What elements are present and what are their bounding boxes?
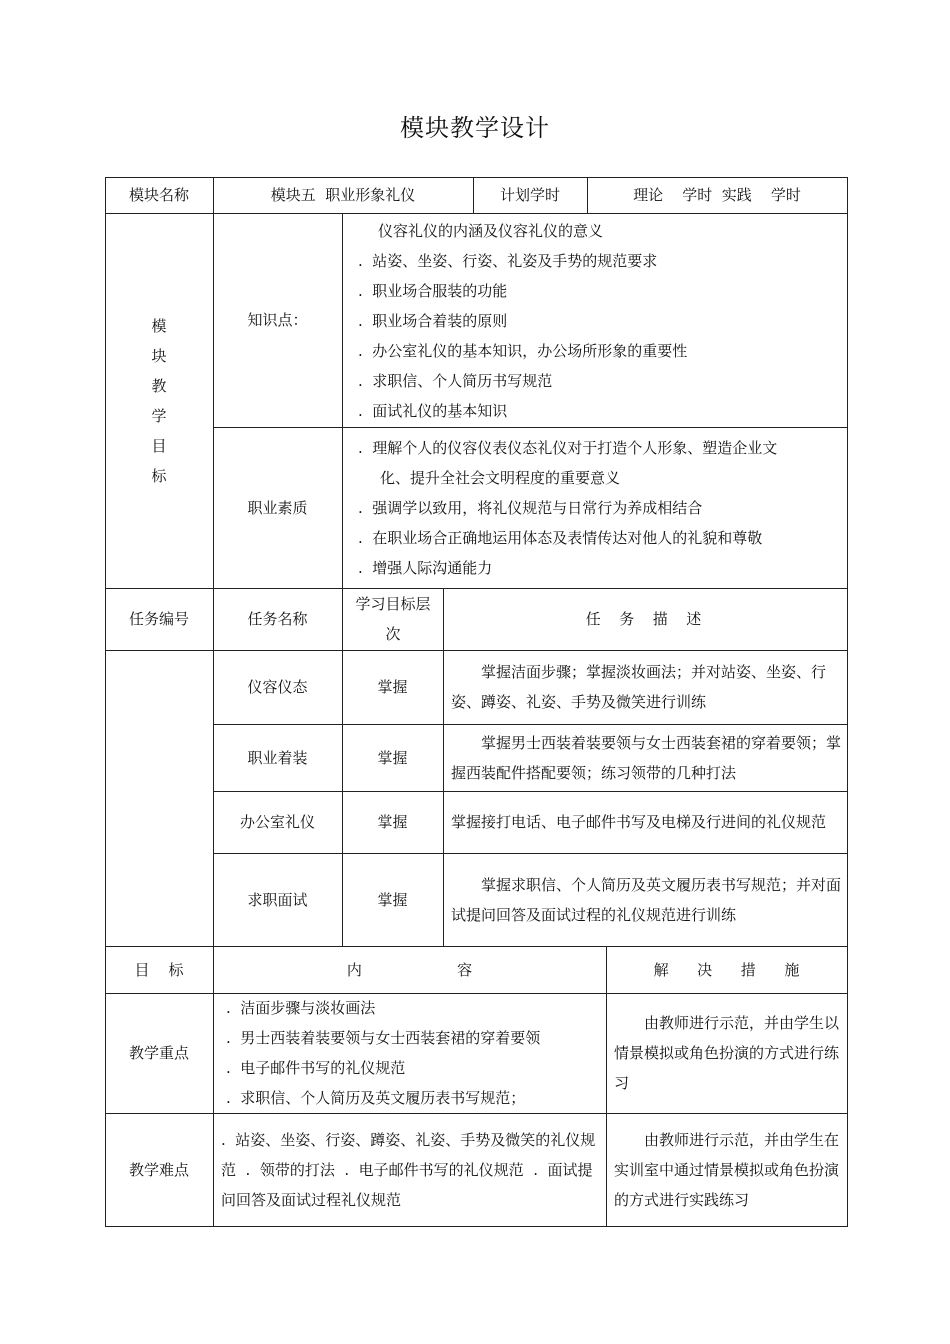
knowledge-item: . 职业场合服装的功能	[358, 282, 508, 300]
module-name-label: 模块名称	[128, 186, 189, 204]
task-level-header: 学习目标层次	[355, 595, 431, 643]
key-point-item: . 电子邮件书写的礼仪规范	[226, 1059, 406, 1077]
task-desc-header: 任 务 描 述	[585, 610, 705, 628]
task-desc: 掌握男士西装着装要领与女士西装套裙的穿着要领；掌握西装配件搭配要领；练习领带的几种打法	[451, 733, 842, 782]
knowledge-item: . 站姿、坐姿、行姿、礼姿及手势的规范要求	[358, 252, 658, 270]
focus-content-header: 内 容	[346, 960, 473, 979]
goals-label-char: 模	[151, 316, 167, 335]
knowledge-list	[358, 216, 843, 426]
quality-item: . 理解个人的仪容仪表仪态礼仪对于打造个人形象、塑造企业文	[358, 439, 778, 457]
task-number	[105, 791, 213, 853]
task-level: 掌握	[377, 678, 408, 696]
focus-measure-header: 解 决 措 施	[653, 960, 800, 979]
goals-label-char: 标	[151, 466, 167, 485]
task-desc: 掌握求职信、个人简历及英文履历表书写规范；并对面试提问回答及面试过程的礼仪规范进行训练	[451, 875, 842, 924]
difficult-points-label: 教学难点	[128, 1160, 189, 1179]
key-points-list	[226, 993, 602, 1113]
task-desc: 掌握洁面步骤；掌握淡妆画法；并对站姿、坐姿、行姿、蹲姿、礼姿、手势及微笑进行训练	[451, 663, 827, 711]
task-name: 办公室礼仪	[239, 813, 315, 831]
knowledge-item: . 求职信、个人简历书写规范	[358, 372, 553, 390]
key-points-label: 教学重点	[128, 1044, 189, 1062]
knowledge-item: 仪容礼仪的内涵及仪容礼仪的意义	[378, 222, 604, 240]
goals-label-char: 教	[151, 376, 167, 395]
plan-hours-label: 计划学时	[499, 186, 560, 204]
task-level: 掌握	[377, 890, 408, 909]
goals-label-char: 块	[151, 346, 167, 365]
quality-item: 化、提升全社会文明程度的重要意义	[380, 469, 621, 487]
knowledge-item: . 办公室礼仪的基本知识，办公场所形象的重要性	[358, 342, 688, 360]
task-name: 职业着装	[247, 748, 308, 767]
task-name-header: 任务名称	[247, 610, 308, 628]
goals-label-char: 学	[151, 406, 167, 425]
page-title: 模块教学设计	[400, 114, 550, 142]
quality-item: . 增强人际沟通能力	[358, 559, 493, 577]
goals-label	[105, 213, 213, 588]
knowledge-item: . 职业场合着装的原则	[358, 312, 508, 330]
focus-goal-header: 目 标	[134, 960, 184, 979]
task-number	[105, 650, 213, 724]
plan-hours-value: 理论 学时 实践 学时	[633, 186, 801, 204]
task-level: 掌握	[377, 748, 408, 767]
goals-label-char: 目	[151, 436, 167, 455]
task-name: 求职面试	[247, 890, 308, 909]
quality-label: 职业素质	[247, 498, 308, 517]
task-level: 掌握	[377, 813, 408, 831]
key-point-item: . 洁面步骤与淡妆画法	[226, 999, 376, 1017]
task-number	[105, 724, 213, 791]
knowledge-label: 知识点：	[247, 311, 308, 329]
task-number	[105, 853, 213, 946]
quality-item: . 强调学以致用，将礼仪规范与日常行为养成相结合	[358, 499, 703, 517]
task-number-header: 任务编号	[128, 610, 189, 628]
task-desc: 掌握接打电话、电子邮件书写及电梯及行进间的礼仪规范	[451, 813, 827, 831]
key-point-item: . 男士西装着装要领与女士西装套裙的穿着要领	[226, 1029, 541, 1047]
task-name: 仪容仪态	[247, 678, 308, 696]
key-point-item: . 求职信、个人简历及英文履历表书写规范；	[226, 1089, 526, 1107]
module-name-value: 模块五 职业形象礼仪	[270, 186, 416, 204]
difficult-points-content: . 站姿、坐姿、行姿、蹲姿、礼姿、手势及微笑的礼仪规范 . 领带的打法 . 电子邮件书写的礼仪规范 . 面试提问回答及面试过程礼仪规范	[221, 1130, 596, 1209]
quality-list	[358, 433, 843, 585]
quality-item: . 在职业场合正确地运用体态及表情传达对他人的礼貌和尊敬	[358, 529, 763, 547]
knowledge-item: . 面试礼仪的基本知识	[358, 402, 508, 420]
difficult-points-measure: 由教师进行示范，并由学生在实训室中通过情景模拟或角色扮演的方式进行实践练习	[614, 1130, 840, 1209]
key-points-measure: 由教师进行示范，并由学生以情景模拟或角色扮演的方式进行练习	[614, 1014, 840, 1092]
